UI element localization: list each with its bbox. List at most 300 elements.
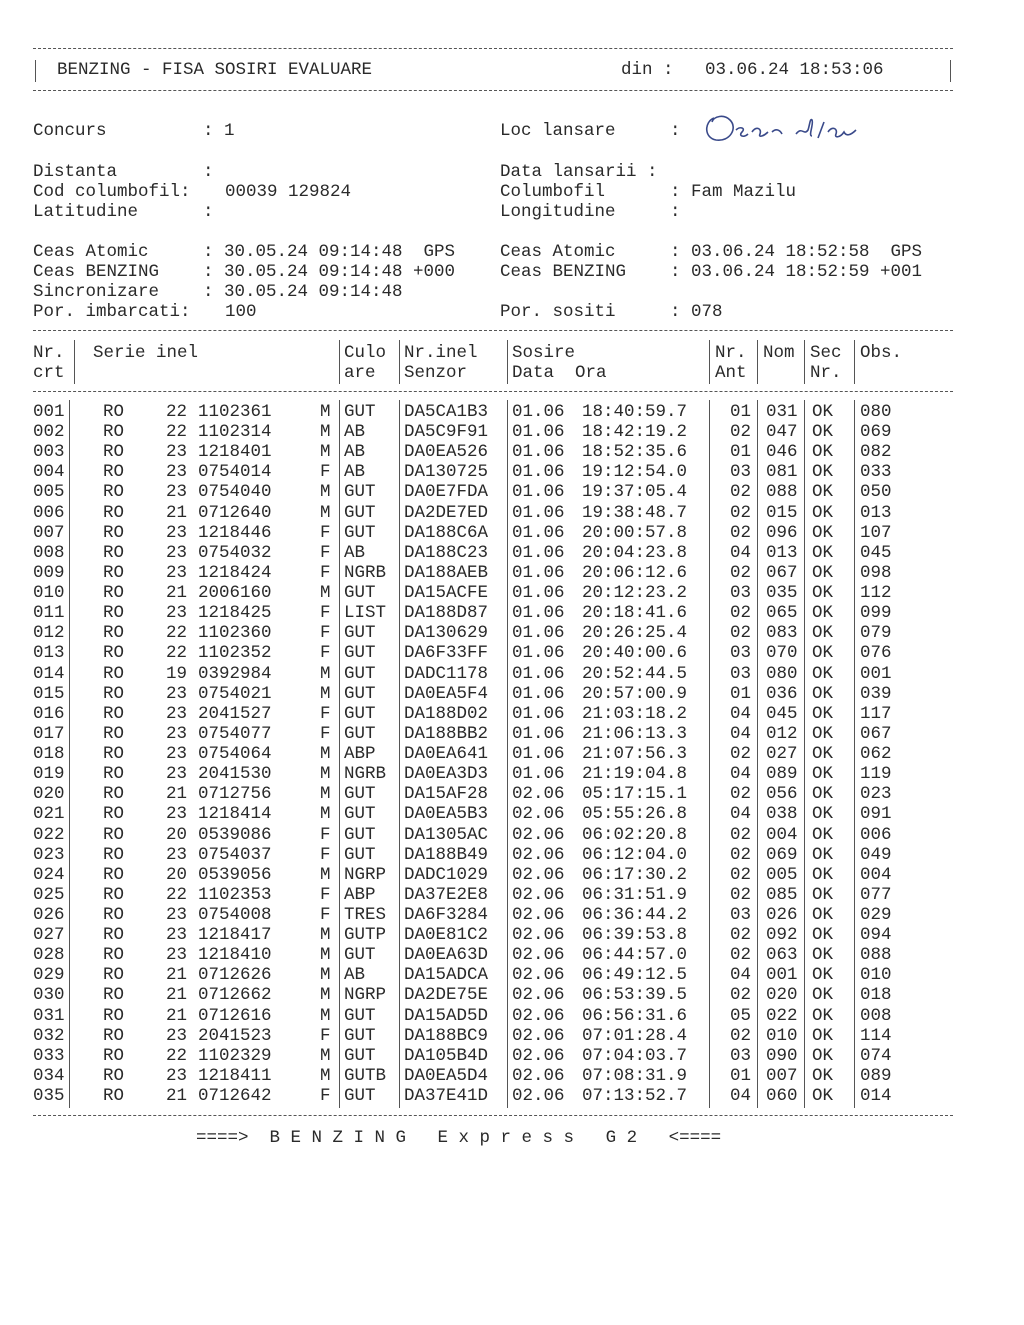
cell-ring-number: 0392984 [198, 663, 272, 684]
cell-ring-number: 0754040 [198, 482, 272, 503]
cell-ring-number: 1102314 [198, 422, 272, 443]
cell-arrival-date: 02.06 [512, 884, 565, 905]
cell-ring-number: 1218424 [198, 562, 272, 583]
cell-country: RO [103, 824, 125, 845]
cell-color: GUTP [344, 925, 387, 946]
cell-arrival-time: 19:12:54.0 [582, 462, 688, 483]
cell-country: RO [103, 482, 125, 503]
cell-sex: M [320, 683, 331, 704]
cell-nr-crt: 034 [33, 1065, 65, 1086]
cell-color: GUT [344, 623, 376, 644]
cell-ring-number: 1218417 [198, 925, 272, 946]
cell-sensor: DA1305AC [404, 824, 489, 845]
cell-obs: 050 [860, 482, 892, 503]
cell-sensor: DA188C6A [404, 522, 489, 543]
table-row [33, 905, 953, 925]
cell-sex: M [320, 744, 331, 765]
cell-ring-number: 1218410 [198, 945, 272, 966]
table-row [33, 965, 953, 985]
cell-arrival-time: 06:02:20.8 [582, 824, 688, 845]
col-sec-nr: Nr. [810, 363, 842, 383]
cell-obs: 008 [860, 1005, 892, 1026]
table-row [33, 724, 953, 744]
cell-country: RO [103, 643, 125, 664]
cell-antenna: 01 [730, 442, 752, 463]
cell-antenna: 01 [730, 683, 752, 704]
cell-arrival-date: 02.06 [512, 965, 565, 986]
cell-obs: 069 [860, 422, 892, 443]
cell-nom: 090 [766, 1045, 798, 1066]
table-row [33, 1006, 953, 1026]
table-row [33, 603, 953, 623]
cell-year: 21 [166, 784, 188, 805]
cell-arrival-time: 06:12:04.0 [582, 844, 688, 865]
cell-nom: 038 [766, 804, 798, 825]
cell-year: 23 [166, 905, 188, 925]
cell-ring-number: 1102360 [198, 623, 272, 644]
cell-nr-crt: 014 [33, 663, 65, 684]
cell-nr-crt: 004 [33, 462, 65, 483]
cell-arrival-time: 05:17:15.1 [582, 784, 688, 805]
ceas-atomic-label-right: Ceas Atomic [500, 242, 616, 262]
cell-sex: M [320, 864, 331, 885]
cell-antenna: 02 [730, 884, 752, 905]
cell-antenna: 02 [730, 422, 752, 443]
table-row [33, 664, 953, 684]
cell-year: 22 [166, 422, 188, 443]
cell-nr-crt: 006 [33, 502, 65, 523]
cell-antenna: 02 [730, 522, 752, 543]
cell-obs: 033 [860, 462, 892, 483]
cell-sec-nr: OK [812, 603, 834, 624]
cell-color: GUT [344, 844, 376, 865]
cell-sex: F [320, 562, 331, 583]
ceas-benzing-value-right: : 03.06.24 18:52:59 +001 [670, 262, 923, 282]
cell-sec-nr: OK [812, 502, 834, 523]
cell-arrival-time: 21:07:56.3 [582, 744, 688, 765]
cell-arrival-date: 01.06 [512, 764, 565, 785]
cell-obs: 076 [860, 643, 892, 664]
cell-ring-number: 1218446 [198, 522, 272, 543]
table-row [33, 985, 953, 1005]
cell-nom: 045 [766, 703, 798, 724]
cell-arrival-date: 01.06 [512, 603, 565, 624]
cell-nom: 022 [766, 1005, 798, 1026]
cell-nom: 005 [766, 864, 798, 885]
cell-sensor: DA0E7FDA [404, 482, 489, 503]
cell-sex: M [320, 1045, 331, 1066]
table-row [33, 482, 953, 502]
cell-sec-nr: OK [812, 844, 834, 865]
cell-sensor: DA2DE7ED [404, 502, 489, 523]
cell-obs: 098 [860, 562, 892, 583]
cell-arrival-time: 06:49:12.5 [582, 965, 688, 986]
cell-antenna: 03 [730, 905, 752, 925]
cell-country: RO [103, 804, 125, 825]
cell-nr-crt: 012 [33, 623, 65, 644]
cell-antenna: 02 [730, 603, 752, 624]
cell-nr-crt: 007 [33, 522, 65, 543]
cell-nr-crt: 024 [33, 864, 65, 885]
cell-country: RO [103, 603, 125, 624]
cell-year: 22 [166, 402, 188, 422]
cell-arrival-date: 01.06 [512, 402, 565, 422]
cell-nom: 069 [766, 844, 798, 865]
cell-year: 22 [166, 1045, 188, 1066]
cell-arrival-time: 06:44:57.0 [582, 945, 688, 966]
cell-ring-number: 0712640 [198, 502, 272, 523]
cell-antenna: 04 [730, 723, 752, 744]
cell-obs: 088 [860, 945, 892, 966]
cell-antenna: 05 [730, 1005, 752, 1026]
cell-year: 23 [166, 925, 188, 946]
cell-sex: F [320, 905, 331, 925]
cell-arrival-date: 01.06 [512, 683, 565, 704]
cell-country: RO [103, 884, 125, 905]
cell-sex: M [320, 442, 331, 463]
cell-sec-nr: OK [812, 542, 834, 563]
cell-sec-nr: OK [812, 723, 834, 744]
cell-nr-crt: 021 [33, 804, 65, 825]
cell-nom: 007 [766, 1065, 798, 1086]
cell-sex: M [320, 482, 331, 503]
cell-antenna: 01 [730, 1065, 752, 1086]
cell-sec-nr: OK [812, 1065, 834, 1086]
cell-nr-crt: 033 [33, 1045, 65, 1066]
cell-country: RO [103, 502, 125, 523]
cell-year: 21 [166, 502, 188, 523]
cell-country: RO [103, 562, 125, 583]
cell-sensor: DA0EA63D [404, 945, 489, 966]
cell-year: 23 [166, 1025, 188, 1046]
ceas-benzing-value-left: : 30.05.24 09:14:48 +000 [203, 262, 456, 282]
table-row [33, 925, 953, 945]
cell-arrival-date: 02.06 [512, 1005, 565, 1026]
cell-sex: M [320, 945, 331, 966]
cell-nom: 010 [766, 1025, 798, 1046]
cell-arrival-time: 21:19:04.8 [582, 764, 688, 785]
cell-arrival-date: 02.06 [512, 1025, 565, 1046]
cell-arrival-time: 19:38:48.7 [582, 502, 688, 523]
cell-arrival-date: 01.06 [512, 482, 565, 503]
cell-year: 23 [166, 683, 188, 704]
cell-obs: 089 [860, 1065, 892, 1086]
cell-sex: F [320, 1025, 331, 1046]
cell-antenna: 04 [730, 703, 752, 724]
table-top-border [33, 330, 953, 331]
cell-nr-crt: 002 [33, 422, 65, 443]
cell-sex: M [320, 784, 331, 805]
cell-sex: M [320, 764, 331, 785]
cell-color: GUT [344, 723, 376, 744]
cell-country: RO [103, 784, 125, 805]
cell-arrival-time: 18:40:59.7 [582, 402, 688, 422]
cell-sex: M [320, 985, 331, 1006]
cell-antenna: 02 [730, 744, 752, 765]
cell-ring-number: 0754032 [198, 542, 272, 563]
cell-ring-number: 2041523 [198, 1025, 272, 1046]
cell-sex: M [320, 402, 331, 422]
cell-sec-nr: OK [812, 562, 834, 583]
cell-sex: F [320, 603, 331, 624]
cell-year: 23 [166, 522, 188, 543]
cell-obs: 049 [860, 844, 892, 865]
cell-nom: 020 [766, 985, 798, 1006]
cell-sec-nr: OK [812, 905, 834, 925]
table-row [33, 865, 953, 885]
cell-sensor: DA105B4D [404, 1045, 489, 1066]
cell-color: GUT [344, 945, 376, 966]
cell-sec-nr: OK [812, 925, 834, 946]
cell-nr-crt: 031 [33, 1005, 65, 1026]
cell-sex: F [320, 844, 331, 865]
cell-arrival-date: 02.06 [512, 925, 565, 946]
cell-obs: 045 [860, 542, 892, 563]
cell-antenna: 02 [730, 925, 752, 946]
cell-sex: F [320, 1086, 331, 1107]
cell-nom: 085 [766, 884, 798, 905]
cell-sec-nr: OK [812, 864, 834, 885]
cell-nom: 012 [766, 723, 798, 744]
cell-sex: F [320, 824, 331, 845]
cell-sensor: DA130629 [404, 623, 489, 644]
header-box [33, 48, 953, 90]
cell-antenna: 02 [730, 562, 752, 583]
col-nom: Nom [763, 343, 795, 363]
cell-year: 23 [166, 844, 188, 865]
footer-brand: ====> B E N Z I N G E x p r e s s G 2 <==== [196, 1128, 722, 1148]
cell-antenna: 03 [730, 583, 752, 604]
table-row [33, 643, 953, 663]
cell-nr-crt: 005 [33, 482, 65, 503]
cell-ring-number: 0754077 [198, 723, 272, 744]
cell-nom: 056 [766, 784, 798, 805]
cell-nr-crt: 018 [33, 744, 65, 765]
cell-color: ABP [344, 884, 376, 905]
cell-sec-nr: OK [812, 1086, 834, 1107]
cell-country: RO [103, 462, 125, 483]
cell-obs: 001 [860, 663, 892, 684]
cell-year: 20 [166, 864, 188, 885]
cell-color: AB [344, 965, 366, 986]
cell-arrival-date: 01.06 [512, 502, 565, 523]
cell-sec-nr: OK [812, 1045, 834, 1066]
report-title: BENZING - FISA SOSIRI EVALUARE [57, 60, 373, 80]
cell-nr-crt: 019 [33, 764, 65, 785]
cell-color: NGRB [344, 562, 387, 583]
cell-arrival-time: 20:04:23.8 [582, 542, 688, 563]
cell-nom: 096 [766, 522, 798, 543]
cell-arrival-date: 01.06 [512, 623, 565, 644]
cell-sex: F [320, 884, 331, 905]
cell-year: 23 [166, 603, 188, 624]
table-row [33, 1026, 953, 1046]
cell-color: AB [344, 442, 366, 463]
cell-color: LIST [344, 603, 387, 624]
cell-arrival-time: 07:08:31.9 [582, 1065, 688, 1086]
cell-obs: 091 [860, 804, 892, 825]
cell-arrival-date: 02.06 [512, 804, 565, 825]
cell-country: RO [103, 723, 125, 744]
cell-nr-crt: 028 [33, 945, 65, 966]
cell-country: RO [103, 985, 125, 1006]
table-header-border [33, 391, 953, 392]
cell-obs: 119 [860, 764, 892, 785]
cell-ring-number: 0712642 [198, 1086, 272, 1107]
cell-obs: 077 [860, 884, 892, 905]
cell-year: 23 [166, 744, 188, 765]
cell-arrival-time: 07:13:52.7 [582, 1086, 688, 1107]
cell-sex: F [320, 542, 331, 563]
cell-year: 23 [166, 723, 188, 744]
cell-arrival-time: 21:03:18.2 [582, 703, 688, 724]
cell-antenna: 03 [730, 462, 752, 483]
cell-sensor: DA15ACFE [404, 583, 489, 604]
ceas-atomic-label-left: Ceas Atomic [33, 242, 149, 262]
cell-color: GUT [344, 502, 376, 523]
cell-nr-crt: 025 [33, 884, 65, 905]
cell-nr-crt: 009 [33, 562, 65, 583]
concurs-value: : 1 [203, 121, 235, 141]
cell-country: RO [103, 522, 125, 543]
cell-nom: 046 [766, 442, 798, 463]
cell-arrival-date: 01.06 [512, 442, 565, 463]
table-row [33, 503, 953, 523]
cell-obs: 010 [860, 965, 892, 986]
cell-arrival-time: 18:42:19.2 [582, 422, 688, 443]
cell-arrival-time: 06:39:53.8 [582, 925, 688, 946]
cell-sex: M [320, 925, 331, 946]
cell-sec-nr: OK [812, 703, 834, 724]
cell-sec-nr: OK [812, 482, 834, 503]
cell-ring-number: 1218411 [198, 1065, 272, 1086]
cell-country: RO [103, 945, 125, 966]
table-row [33, 462, 953, 482]
cell-year: 23 [166, 442, 188, 463]
cell-obs: 018 [860, 985, 892, 1006]
cell-nom: 081 [766, 462, 798, 483]
cell-nr-crt: 001 [33, 402, 65, 422]
cell-ring-number: 0712616 [198, 1005, 272, 1026]
cell-nom: 083 [766, 623, 798, 644]
cell-nom: 089 [766, 764, 798, 785]
table-row [33, 563, 953, 583]
cell-color: TRES [344, 905, 387, 925]
cell-arrival-date: 01.06 [512, 723, 565, 744]
table-row [33, 1066, 953, 1086]
cell-arrival-time: 21:06:13.3 [582, 723, 688, 744]
cell-obs: 023 [860, 784, 892, 805]
cell-country: RO [103, 683, 125, 704]
cell-sensor: DA37E41D [404, 1086, 489, 1107]
cell-year: 21 [166, 1086, 188, 1107]
cell-nom: 065 [766, 603, 798, 624]
cell-sex: F [320, 623, 331, 644]
cell-sec-nr: OK [812, 462, 834, 483]
cell-nom: 015 [766, 502, 798, 523]
cell-color: GUT [344, 804, 376, 825]
cell-nr-crt: 016 [33, 703, 65, 724]
cell-arrival-date: 01.06 [512, 462, 565, 483]
latitudine-label: Latitudine [33, 202, 139, 222]
cell-obs: 067 [860, 723, 892, 744]
cell-year: 22 [166, 884, 188, 905]
cell-country: RO [103, 402, 125, 422]
cell-antenna: 02 [730, 985, 752, 1006]
table-row [33, 764, 953, 784]
cell-nom: 088 [766, 482, 798, 503]
cell-sec-nr: OK [812, 824, 834, 845]
latitudine-value: : [203, 202, 214, 222]
cell-sec-nr: OK [812, 804, 834, 825]
cod-label: Cod columbofil: [33, 182, 191, 202]
col-nr: Nr. [33, 343, 65, 363]
cell-nom: 035 [766, 583, 798, 604]
table-row [33, 825, 953, 845]
loc-lansare-value: : [670, 121, 681, 141]
cell-arrival-date: 02.06 [512, 824, 565, 845]
col-serie-inel: Serie inel [93, 343, 199, 363]
cell-sensor: DA5C9F91 [404, 422, 489, 443]
cell-sex: F [320, 703, 331, 724]
table-row [33, 744, 953, 764]
cell-nr-crt: 022 [33, 824, 65, 845]
cell-ring-number: 1218425 [198, 603, 272, 624]
cell-sec-nr: OK [812, 442, 834, 463]
cell-sec-nr: OK [812, 1025, 834, 1046]
cell-country: RO [103, 583, 125, 604]
cell-ring-number: 0754014 [198, 462, 272, 483]
cell-color: GUT [344, 1025, 376, 1046]
cell-antenna: 04 [730, 965, 752, 986]
cell-nom: 063 [766, 945, 798, 966]
concurs-label: Concurs [33, 121, 107, 141]
ceas-atomic-value-left: : 30.05.24 09:14:48 GPS [203, 242, 456, 262]
cell-year: 21 [166, 583, 188, 604]
ceas-benzing-label-right: Ceas BENZING [500, 262, 627, 282]
distanta-label: Distanta [33, 162, 118, 182]
cell-obs: 107 [860, 522, 892, 543]
cell-sensor: DA188BC9 [404, 1025, 489, 1046]
table-row [33, 704, 953, 724]
cell-arrival-date: 01.06 [512, 522, 565, 543]
cell-sensor: DA188D02 [404, 703, 489, 724]
cell-ring-number: 1218401 [198, 442, 272, 463]
cell-arrival-time: 20:26:25.4 [582, 623, 688, 644]
cell-obs: 013 [860, 502, 892, 523]
cell-nom: 092 [766, 925, 798, 946]
cell-nom: 036 [766, 683, 798, 704]
cell-country: RO [103, 703, 125, 724]
cell-sensor: DA15ADCA [404, 965, 489, 986]
cell-sensor: DA0EA5F4 [404, 683, 489, 704]
sincronizare-value: : 30.05.24 09:14:48 [203, 282, 403, 302]
cell-obs: 074 [860, 1045, 892, 1066]
cell-year: 23 [166, 542, 188, 563]
cell-obs: 039 [860, 683, 892, 704]
report-date-value: 03.06.24 18:53:06 [705, 60, 884, 80]
cell-sec-nr: OK [812, 884, 834, 905]
col-nr-inel: Nr.inel [404, 343, 478, 363]
cell-nr-crt: 030 [33, 985, 65, 1006]
cell-obs: 079 [860, 623, 892, 644]
cell-antenna: 03 [730, 663, 752, 684]
col-obs: Obs. [860, 343, 903, 363]
cell-country: RO [103, 965, 125, 986]
cell-obs: 062 [860, 744, 892, 765]
table-row [33, 543, 953, 563]
cell-nr-crt: 017 [33, 723, 65, 744]
